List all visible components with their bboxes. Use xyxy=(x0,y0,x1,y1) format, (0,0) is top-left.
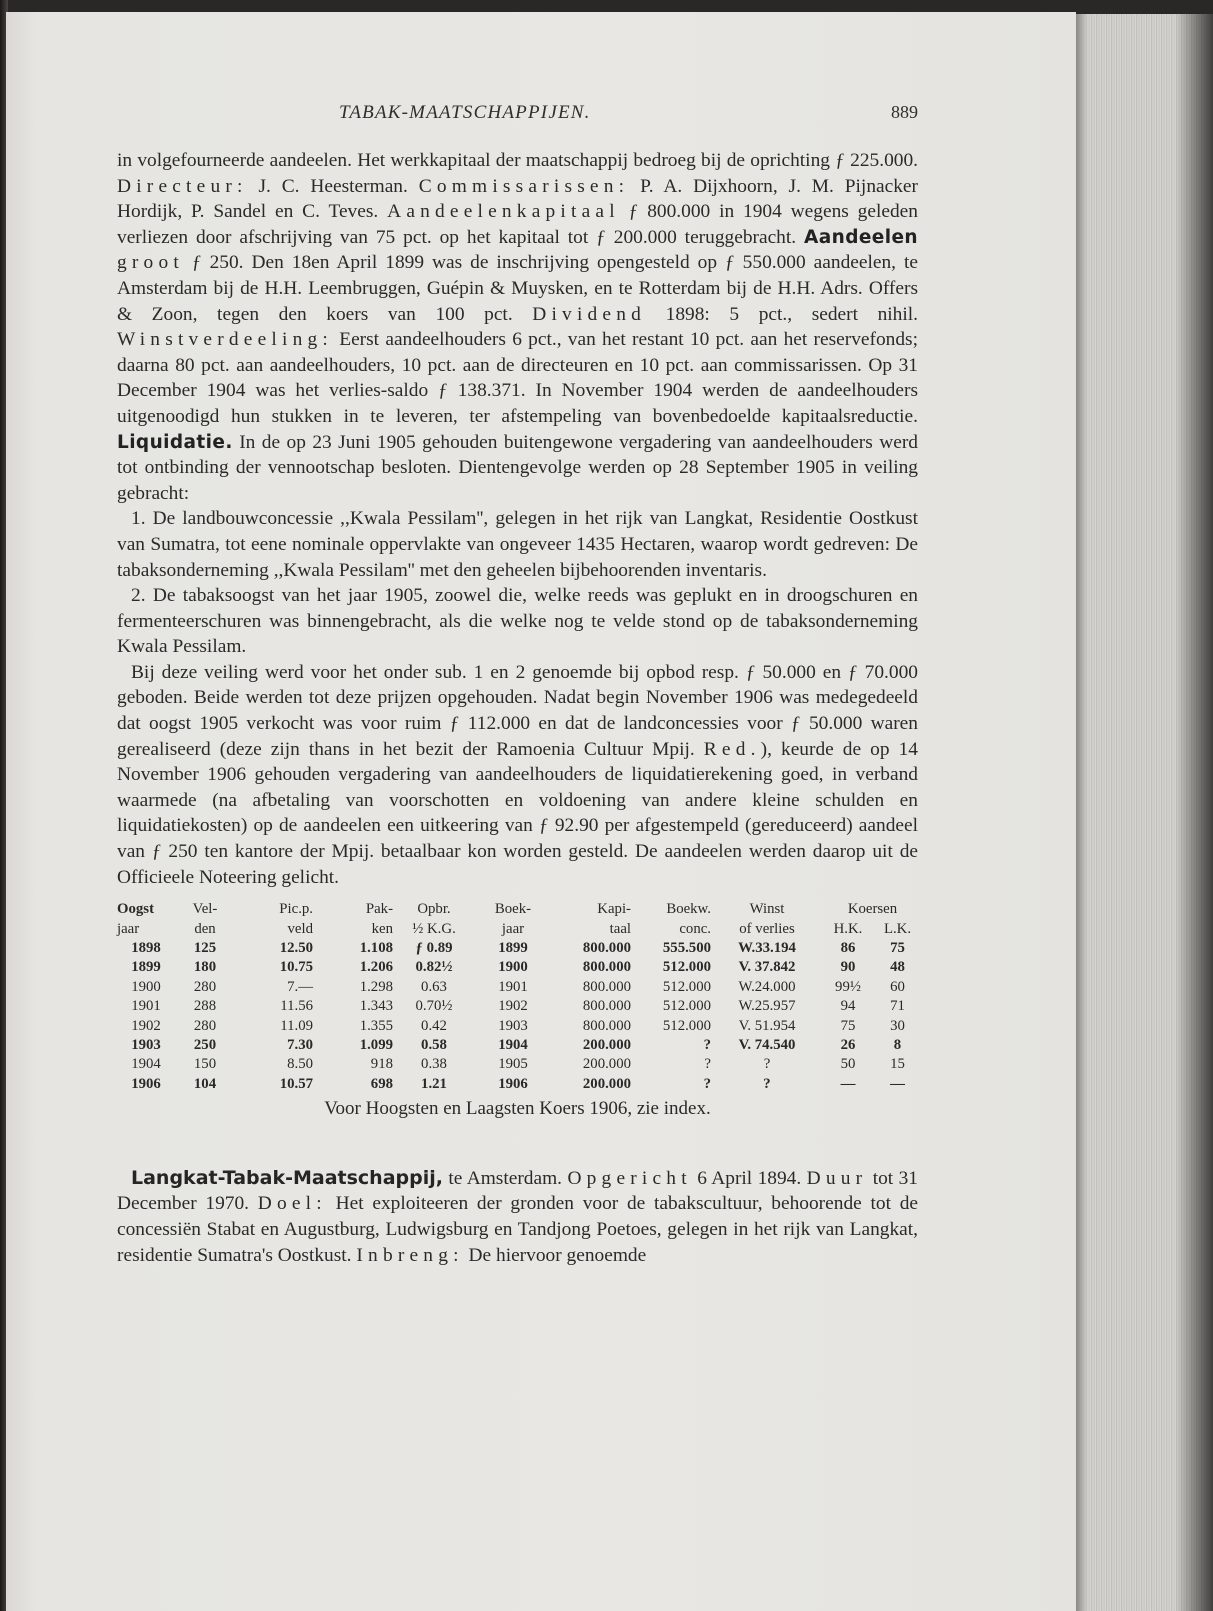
cell-velden: 288 xyxy=(193,998,217,1015)
cell-boekjaar: 1900 xyxy=(498,959,528,976)
cell-pic-per-veld: 8.50 xyxy=(287,1056,313,1073)
cell-kapitaal: 800.000 xyxy=(582,959,631,976)
cell-boekjaar: 1906 xyxy=(498,1075,528,1092)
col-header: H.K. xyxy=(833,920,863,937)
cell-kapitaal: 800.000 xyxy=(582,998,631,1015)
col-header: Koersen xyxy=(847,901,898,918)
keyword-directeur: Directeur: xyxy=(117,175,248,197)
col-header: L.K. xyxy=(883,920,912,937)
col-header: of verlies xyxy=(739,920,795,937)
cell-oogstjaar: 1902 xyxy=(131,1017,161,1034)
table-row xyxy=(117,939,922,958)
cell-boekwaarde: 512.000 xyxy=(662,959,711,976)
cell-hk: — xyxy=(840,1075,856,1092)
text: Eerst aandeelhouders 6 pct., van het restant 10 pct. aan het reservefonds; daarna 80 pct. aan aandeelhouders, 10 pct. aan de directeuren en 10 pct. aan commissarissen. Op 31 December 1904 was het verlies-saldo ƒ 138.371. In November 1904 werden de aandeelhouders uitgenoodigd hun stukken in te leveren, ter afstempeling van bovenbedoelde kapitaalsreductie. xyxy=(117,329,918,427)
keyword-dividend: Dividend xyxy=(532,303,647,325)
cell-boekwaarde: ? xyxy=(703,1075,711,1092)
col-header: veld xyxy=(287,920,313,937)
cell-lk: 48 xyxy=(890,959,905,976)
keyword-opgericht: Opgericht xyxy=(567,1167,692,1189)
cell-winst-verlies: ? xyxy=(763,1056,771,1073)
cell-opbrengst: 0.58 xyxy=(421,1037,447,1054)
col-header: taal xyxy=(609,920,631,937)
table-row xyxy=(117,997,922,1016)
keyword-red: Red. xyxy=(703,738,761,760)
keyword-liquidatie: Liquidatie. xyxy=(117,431,233,453)
cell-pic-per-veld: 7.30 xyxy=(287,1037,313,1054)
cell-boekwaarde: 512.000 xyxy=(662,1017,711,1034)
cell-velden: 150 xyxy=(193,1056,217,1073)
cell-kapitaal: 200.000 xyxy=(582,1056,631,1073)
cell-boekjaar: 1905 xyxy=(498,1056,528,1073)
cell-oogstjaar: 1899 xyxy=(131,959,161,976)
cell-opbrengst: 0.82½ xyxy=(415,959,453,976)
col-header: Pic.p. xyxy=(279,901,313,918)
cell-opbrengst: ƒ 0.89 xyxy=(415,940,453,957)
cell-pic-per-veld: 10.57 xyxy=(279,1075,313,1092)
cell-kapitaal: 200.000 xyxy=(582,1037,631,1054)
cell-boekwaarde: 512.000 xyxy=(662,978,711,995)
cell-oogstjaar: 1904 xyxy=(131,1056,161,1073)
table-row xyxy=(117,958,922,977)
cell-oogstjaar: 1906 xyxy=(131,1075,161,1092)
cell-oogstjaar: 1898 xyxy=(131,940,161,957)
col-header: Boek- xyxy=(494,901,532,918)
cell-winst-verlies: W.25.957 xyxy=(738,998,796,1015)
text: tot 31 December 1970. xyxy=(117,1167,918,1215)
cell-hk: 75 xyxy=(840,1017,856,1034)
keyword-winstverdeeling: Winstverdeeling: xyxy=(117,329,333,351)
text: De hiervoor genoemde xyxy=(463,1244,647,1266)
cell-winst-verlies: W.24.000 xyxy=(738,978,796,995)
cell-opbrengst: 0.42 xyxy=(421,1017,447,1034)
cell-pakken: 1.355 xyxy=(359,1017,393,1034)
col-header: conc. xyxy=(679,920,711,937)
cell-velden: 104 xyxy=(193,1075,217,1092)
list-item: 2. De tabaksoogst van het jaar 1905, zoowel die, welke reeds was geplukt en in droogschuren en fermenteerschuren was binnengebracht, als die welke nog te velde stond op de tabaksonderneming Kwala Pessilam. xyxy=(117,585,918,658)
cell-pakken: 918 xyxy=(370,1056,393,1073)
cell-opbrengst: 0.63 xyxy=(421,978,447,995)
keyword-groot: groot xyxy=(117,252,184,274)
col-header: den xyxy=(194,920,216,937)
cell-velden: 250 xyxy=(193,1037,217,1054)
cell-pic-per-veld: 10.75 xyxy=(279,959,313,976)
company-name: Langkat-Tabak-Maatschappij, xyxy=(131,1166,443,1189)
cell-lk: 75 xyxy=(890,940,905,957)
cell-hk: 94 xyxy=(840,998,856,1015)
cell-winst-verlies: ? xyxy=(763,1075,771,1092)
text: ), keurde de op 14 November 1906 gehouden vergadering van aandeelhouders de liquidatierekening goed, in verband waarmede (na afbetaling van voorschotten en voldoening van andere kleine schulden en liquidatiekosten) op de aandeelen een uitkeering van ƒ 92.90 per afgestempeld (gereduceerd) aandeel van ƒ 250 ten kantore der Mpij. betaalbaar kon worden gesteld. De aandeelen werden daarop uit de Officieele Noteering gelicht. xyxy=(117,738,918,888)
cell-boekwaarde: ? xyxy=(703,1037,711,1054)
text: Het exploiteeren der gronden voor de tabakscultuur, behoorende tot de concessiën Stabat en Augustburg, Ludwigsburg en Tandjong Poetoes, gelegen in het rijk van Langkat, residentie Sumatra's Oostkust. xyxy=(117,1193,918,1266)
cell-velden: 180 xyxy=(193,959,217,976)
cell-pakken: 1.206 xyxy=(359,959,393,976)
cell-lk: — xyxy=(890,1075,905,1092)
cell-lk: 71 xyxy=(890,998,905,1015)
text: P. A. Dijxhoorn, J. M. Pijnacker Hordijk, P. Sandel en C. Teves. xyxy=(117,175,918,223)
harvest-statistics-table xyxy=(117,900,922,1094)
col-header: Vel- xyxy=(192,901,218,918)
cell-oogstjaar: 1903 xyxy=(131,1037,161,1054)
cell-pic-per-veld: 7.— xyxy=(287,978,313,995)
intro-paragraph xyxy=(117,148,918,506)
cell-boekjaar: 1899 xyxy=(498,940,528,957)
cell-oogstjaar: 1900 xyxy=(131,978,161,995)
text: J. C. Heesterman. xyxy=(247,175,419,197)
auction-paragraph xyxy=(117,660,918,890)
col-header: Opbr. xyxy=(417,901,451,918)
table-header-row-bottom xyxy=(117,920,922,939)
table-header-row-top xyxy=(117,900,922,919)
cell-lk: 30 xyxy=(890,1017,905,1034)
list-item: 1. De landbouwconcessie ,,Kwala Pessilam'', gelegen in het rijk van Langkat, Residentie Oostkust van Sumatra, tot eene nominale oppervlakte van ongeveer 1435 Hectaren, waarop wordt gedreven: De tabaksonderneming ,,Kwala Pessilam'' met den geheelen bijbehoorenden inventaris. xyxy=(117,508,918,581)
keyword-aandeelenkapitaal: Aandeelenkapitaal xyxy=(387,201,620,223)
keyword-commissarissen: Commissarissen: xyxy=(418,175,630,197)
cell-winst-verlies: V. 37.842 xyxy=(738,959,796,976)
col-header: jaar xyxy=(117,920,140,937)
cell-pic-per-veld: 12.50 xyxy=(279,940,313,957)
cell-pakken: 1.108 xyxy=(359,940,393,957)
table-footnote: Voor Hoogsten en Laagsten Koers 1906, zie index. xyxy=(324,1098,711,1120)
cell-pakken: 1.298 xyxy=(359,978,393,995)
table-row xyxy=(117,1036,922,1055)
text: ƒ 800.000 in 1904 wegens geleden verliezen door afschrijving van 75 pct. op het kapitaal tot ƒ 200.000 teruggebracht. xyxy=(117,201,918,248)
cell-winst-verlies: V. 74.540 xyxy=(738,1037,796,1054)
col-header: Oogst xyxy=(117,901,154,918)
cell-lk: 8 xyxy=(893,1037,902,1054)
col-header: Boekw. xyxy=(666,901,711,918)
section-gap xyxy=(117,1122,918,1166)
cell-kapitaal: 800.000 xyxy=(582,1017,631,1034)
cell-lk: 15 xyxy=(890,1056,905,1073)
text: in volgefourneerde aandeelen. Het werkkapitaal der maatschappij bedroeg bij de oprichting ƒ 225.000. xyxy=(117,150,918,171)
cell-lk: 60 xyxy=(890,978,905,995)
table-row xyxy=(117,1075,922,1094)
col-header: ken xyxy=(371,920,393,937)
col-header: ½ K.G. xyxy=(412,920,456,937)
keyword-doel: Doel: xyxy=(257,1193,327,1215)
cell-pic-per-veld: 11.09 xyxy=(280,1017,313,1034)
cell-boekjaar: 1904 xyxy=(498,1037,528,1054)
cell-boekjaar: 1901 xyxy=(498,978,528,995)
cell-kapitaal: 200.000 xyxy=(582,1075,631,1092)
cell-kapitaal: 800.000 xyxy=(582,978,631,995)
cell-pakken: 1.343 xyxy=(359,998,393,1015)
next-company-entry xyxy=(117,1166,918,1268)
text: Bij deze veiling werd voor het onder sub. 1 en 2 genoemde bij opbod resp. ƒ 50.000 en ƒ 70.000 geboden. Beide werden tot deze prijzen opgehouden. Nadat begin November 1906 was medegedeeld dat oogst 1905 verkocht was voor ruim ƒ 112.000 en dat de landconcessies voor ƒ 50.000 waren gerealiseerd (deze zijn thans in het bezit der Ramoenia Cultuur Mpij. xyxy=(117,661,918,760)
col-header: Winst xyxy=(749,901,785,918)
keyword-aandeelen: Aandeelen xyxy=(804,226,918,248)
cell-winst-verlies: W.33.194 xyxy=(738,940,796,957)
text: In de op 23 Juni 1905 gehouden buitengewone vergadering van aandeelhouders werd tot ontbinding der vennootschap besloten. Dientengevolge werden op 28 September 1905 in veiling gebracht: xyxy=(117,431,918,504)
cell-winst-verlies: V. 51.954 xyxy=(738,1017,796,1034)
cell-boekwaarde: 555.500 xyxy=(662,940,711,957)
table-body xyxy=(117,939,922,1094)
text: 6 April 1894. xyxy=(691,1167,807,1189)
cell-velden: 125 xyxy=(193,940,217,957)
cell-oogstjaar: 1901 xyxy=(131,998,161,1015)
col-header: Kapi- xyxy=(597,901,631,918)
cell-pic-per-veld: 11.56 xyxy=(280,998,313,1015)
cell-hk: 26 xyxy=(840,1037,856,1054)
cell-boekjaar: 1903 xyxy=(498,1017,528,1034)
col-header: Pak- xyxy=(365,901,393,918)
col-header: jaar xyxy=(501,920,525,937)
cell-opbrengst: 0.38 xyxy=(421,1056,447,1073)
text: ƒ 250. Den 18en April 1899 was de inschrijving opengesteld op ƒ 550.000 aandeelen, te Amsterdam bij de H.H. Leembruggen, Guépin & Muysken, en te Rotterdam bij de H.H. Adrs. Offers & Zoon, tegen den koers van 100 pct. xyxy=(117,252,918,325)
text: 1898: 5 pct., sedert nihil. xyxy=(646,303,918,325)
cell-opbrengst: 1.21 xyxy=(421,1075,447,1092)
table-row xyxy=(117,1017,922,1036)
page-edge-stack xyxy=(1076,14,1213,1611)
keyword-duur: Duur xyxy=(806,1167,868,1189)
running-header xyxy=(117,100,918,130)
cell-velden: 280 xyxy=(193,1017,217,1034)
cell-hk: 90 xyxy=(840,959,856,976)
table-row xyxy=(117,978,922,997)
cell-hk: 99½ xyxy=(835,978,861,995)
cell-boekwaarde: ? xyxy=(704,1056,711,1073)
cell-velden: 280 xyxy=(193,978,217,995)
table-row xyxy=(117,1055,922,1074)
cell-opbrengst: 0.70½ xyxy=(415,998,453,1015)
page-number: 889 xyxy=(891,102,918,122)
keyword-inbreng: Inbreng: xyxy=(356,1244,464,1266)
text: te Amsterdam. xyxy=(442,1167,568,1189)
cell-pakken: 1.099 xyxy=(359,1037,393,1054)
cell-boekjaar: 1902 xyxy=(498,998,528,1015)
cell-kapitaal: 800.000 xyxy=(582,940,631,957)
cell-boekwaarde: 512.000 xyxy=(662,998,711,1015)
cell-hk: 50 xyxy=(840,1056,856,1073)
cell-hk: 86 xyxy=(840,940,856,957)
page-content xyxy=(117,100,918,1268)
running-title: TABAK-MAATSCHAPPIJEN. xyxy=(339,102,591,123)
cell-pakken: 698 xyxy=(370,1075,393,1092)
